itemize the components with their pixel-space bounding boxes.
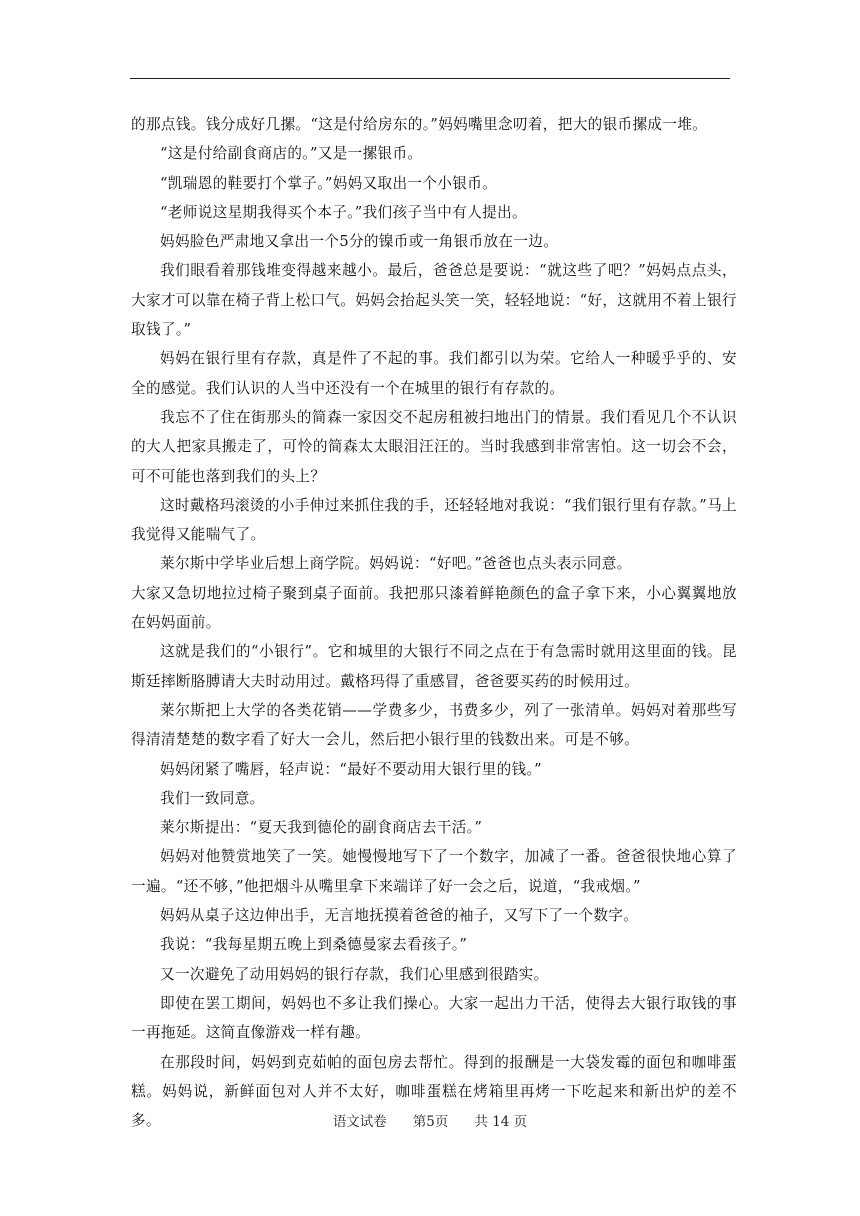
footer-page-number: 第5页 xyxy=(412,1114,449,1130)
paragraph: 莱尔斯把上大学的各类花销——学费多少，书费多少，列了一张清单。妈妈对着那些写得清清楚楚的数字看了好大一会儿，然后把小银行里的钱数出来。可是不够。 xyxy=(131,701,737,749)
paragraph: 我说：“我每星期五晚上到桑德曼家去看孩子。” xyxy=(160,936,468,954)
paragraph: 这就是我们的“小银行”。它和城里的大银行不同之点在于有急需时就用这里面的钱。昆斯廷摔断胳膊请大夫时动用过。戴格玛得了重感冒，爸爸要买药的时候用过。 xyxy=(131,643,737,690)
paragraph: 我忘不了住在街那头的简森一家因交不起房租被扫地出门的情景。我们看见几个不认识的大人把家具搬走了，可怜的简森太太眼泪汪汪的。当时我感到非常害怕。这一切会不会，可不可能也落到我们的头上？ xyxy=(131,408,737,485)
paragraph: 妈妈闭紧了嘴唇，轻声说：“最好不要动用大银行里的钱。” xyxy=(160,760,542,778)
page-footer xyxy=(0,1110,860,1130)
document-body xyxy=(131,110,737,1135)
paragraph: “老师说这星期我得买个本子。”我们孩子当中有人提出。 xyxy=(160,203,527,221)
paragraph: 在那段时间，妈妈到克茹帕的面包房去帮忙。得到的报酬是一大袋发霉的面包和咖啡蛋糕。妈妈说，新鲜面包对人并不太好，咖啡蛋糕在烤箱里再烤一下吃起来和新出炉的差不多。 xyxy=(131,1053,737,1130)
paragraph: 大家又急切地拉过椅子聚到桌子面前。我把那只漆着鲜艳颜色的盒子拿下来，小心翼翼地放在妈妈面前。 xyxy=(131,584,737,632)
paragraph: 即使在罢工期间，妈妈也不多让我们操心。大家一起出力干活，使得去大银行取钱的事一再拖延。这简直像游戏一样有趣。 xyxy=(131,994,737,1042)
paragraph: 的那点钱。钱分成好几摞。“这是付给房东的。”妈妈嘴里念叨着，把大的银币摞成一堆。 xyxy=(131,116,708,133)
paragraph: “凯瑞恩的鞋要打个掌子。”妈妈又取出一个小银币。 xyxy=(160,174,498,192)
footer-total-pages: 共 14 页 xyxy=(474,1114,528,1130)
paragraph: 妈妈在银行里有存款，真是件了不起的事。我们都引以为荣。它给人一种暖乎乎的、安全的感觉。我们认识的人当中还没有一个在城里的银行有存款的。 xyxy=(131,350,737,397)
paragraph: “这是付给副食商店的。”又是一摞银币。 xyxy=(160,145,423,163)
paragraph: 莱尔斯提出：“夏天我到德伦的副食商店去干活。” xyxy=(160,819,483,837)
paragraph: 妈妈对他赞赏地笑了一笑。她慢慢地写下了一个数字，加减了一番。爸爸很快地心算了一遍。“还不够，”他把烟斗从嘴里拿下来端详了好一会之后，说道，“我戒烟。” xyxy=(131,848,737,895)
header-rule xyxy=(130,78,730,79)
paragraph: 我们一致同意。 xyxy=(160,789,265,807)
paragraph: 莱尔斯中学毕业后想上商学院。妈妈说：“好吧。”爸爸也点头表示同意。 xyxy=(160,555,632,573)
paragraph: 我们眼看着那钱堆变得越来越小。最后，爸爸总是要说：“就这些了吧？”妈妈点点头，大家才可以靠在椅子背上松口气。妈妈会抬起头笑一笑，轻轻地说：“好，这就用不着上银行取钱了。” xyxy=(131,262,737,339)
footer-subject: 语文试卷 xyxy=(332,1114,387,1130)
paragraph: 妈妈从桌子这边伸出手，无言地抚摸着爸爸的袖子，又写下了一个数字。 xyxy=(160,907,639,925)
paragraph: 妈妈脸色严肃地又拿出一个5分的镍币或一角银币放在一边。 xyxy=(160,233,559,251)
paragraph: 这时戴格玛滚烫的小手伸过来抓住我的手，还轻轻地对我说：“我们银行里有存款。”马上我觉得又能喘气了。 xyxy=(131,496,737,544)
paragraph: 又一次避免了动用妈妈的银行存款，我们心里感到很踏实。 xyxy=(160,965,549,983)
